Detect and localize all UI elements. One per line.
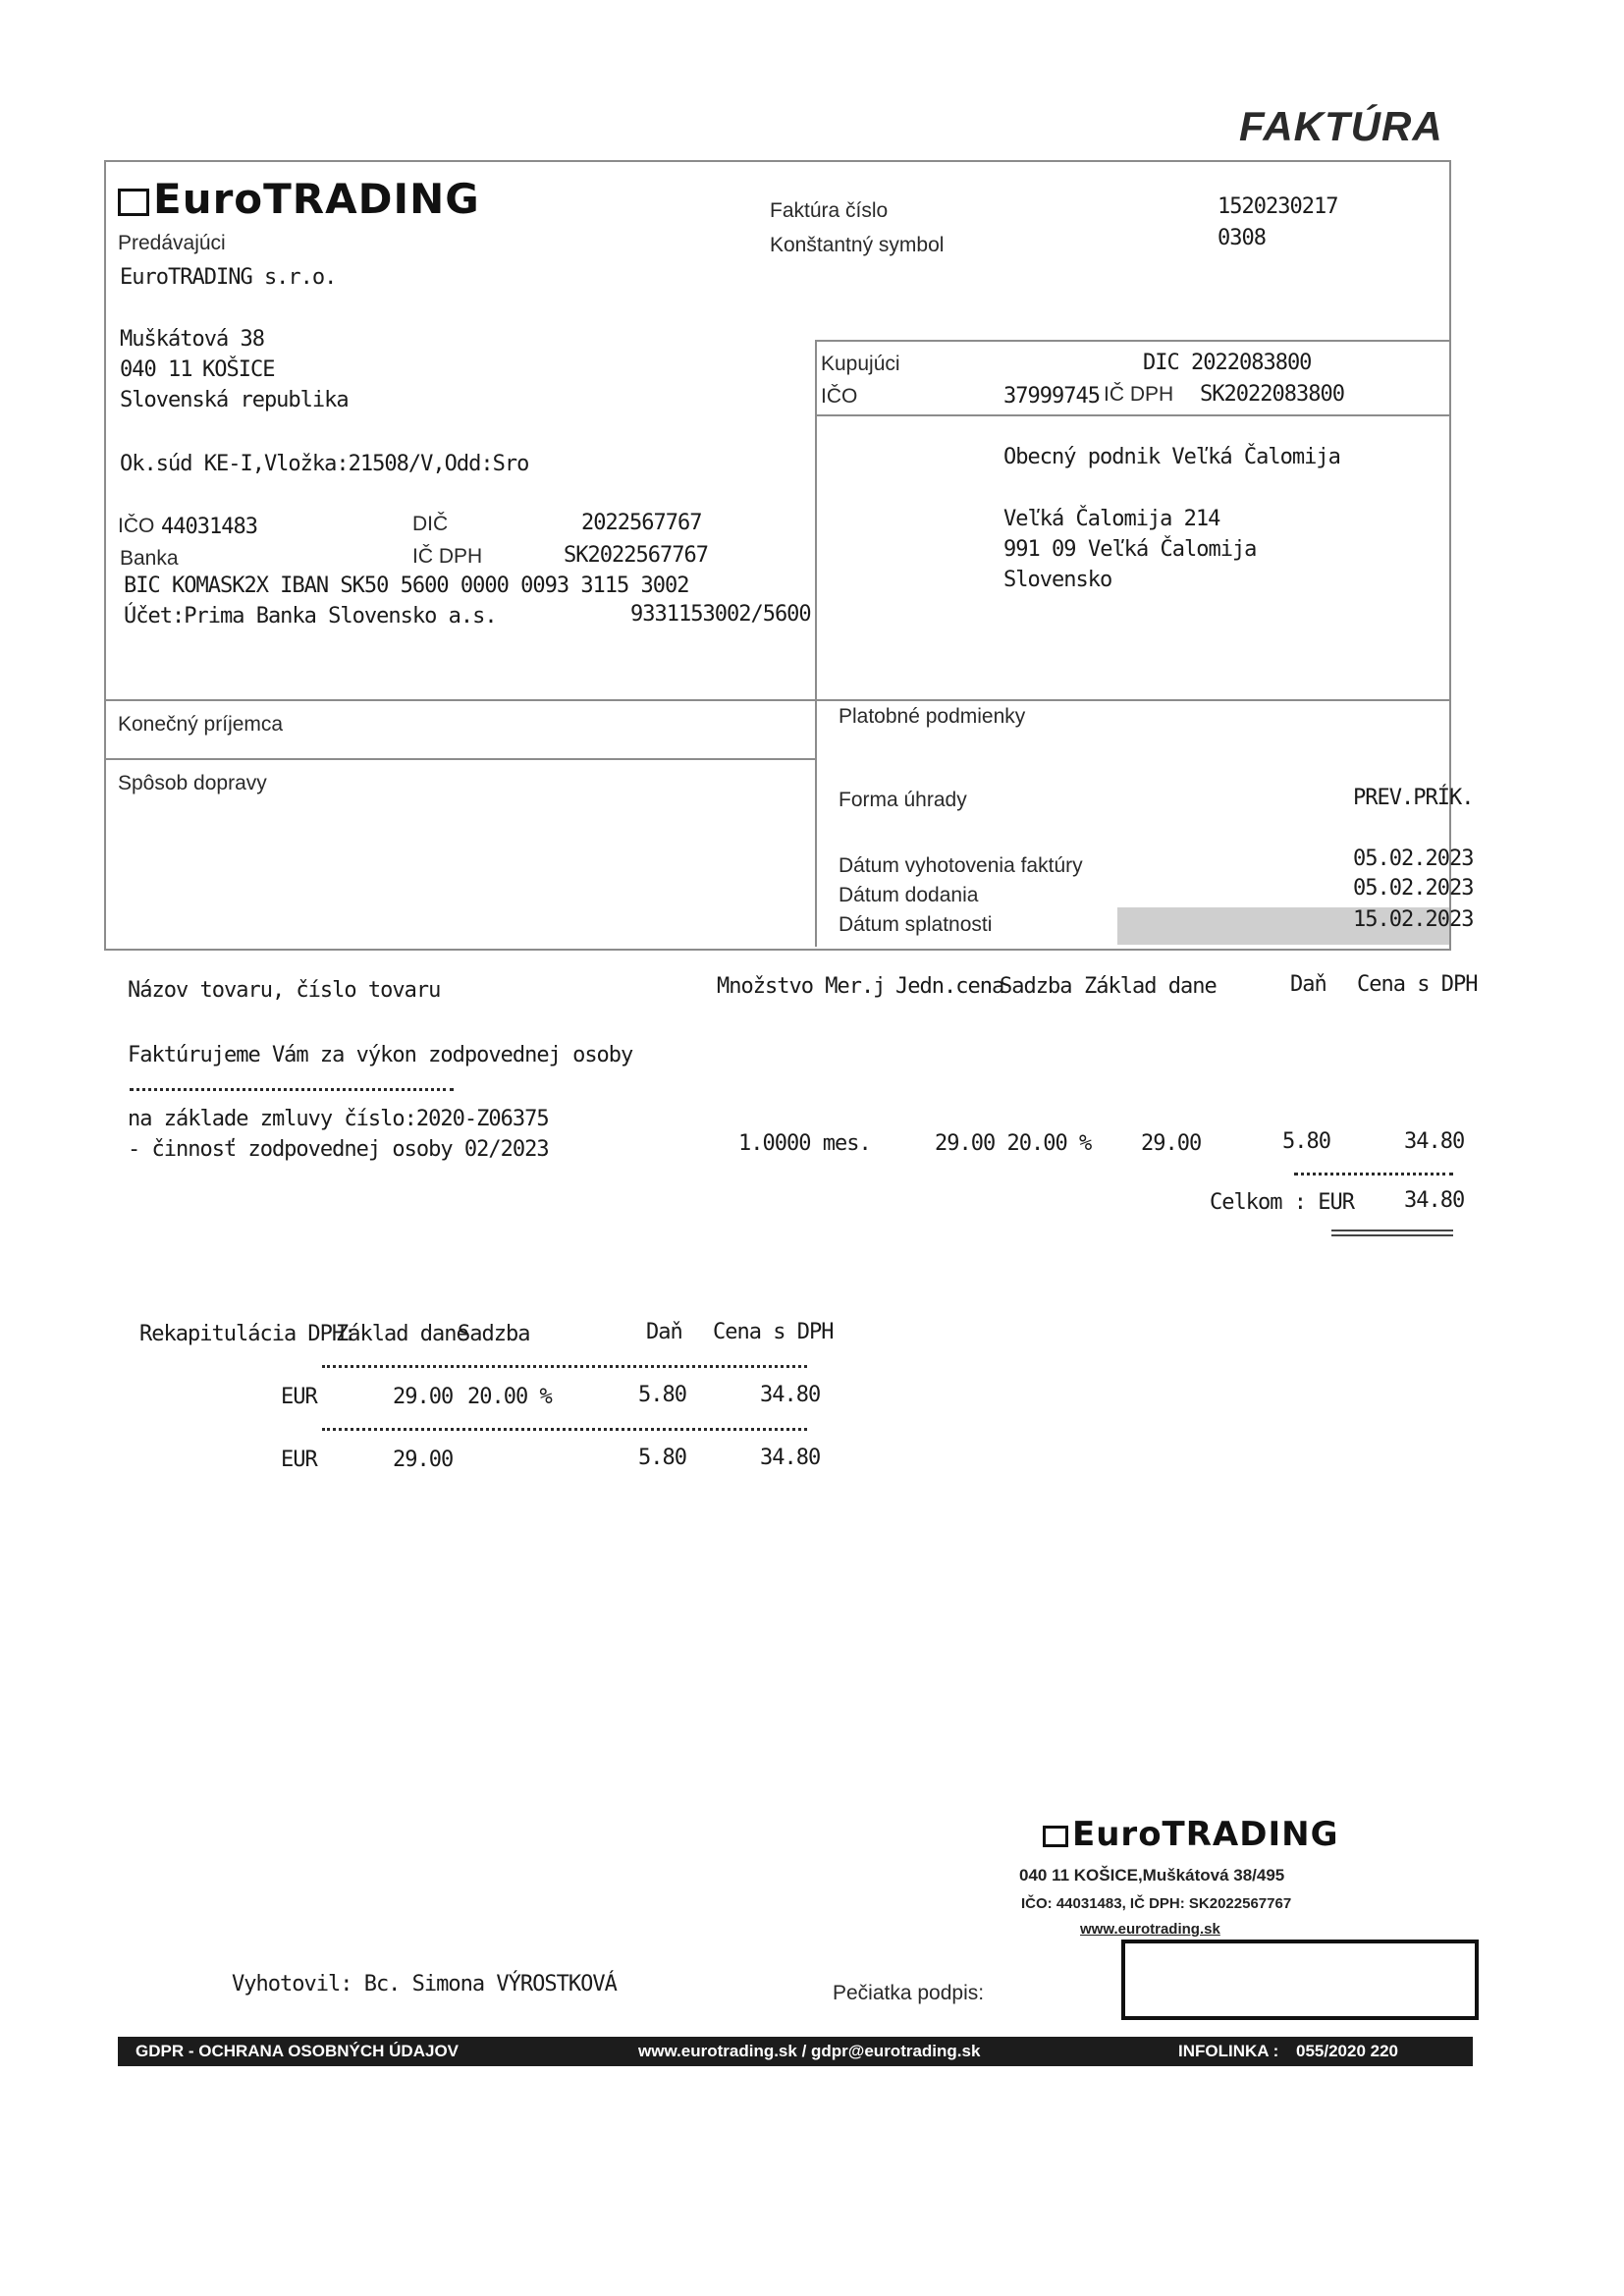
frame-left-line <box>104 160 106 951</box>
delivery-date: 05.02.2023 <box>1353 876 1474 901</box>
vat-row2-currency: EUR <box>281 1448 317 1472</box>
buyer-label: Kupujúci <box>821 353 900 375</box>
logo-mark-icon <box>118 189 149 216</box>
buyer-box-top-line <box>815 340 1451 342</box>
buyer-name: Obecný podnik Veľká Čalomija <box>1003 445 1340 469</box>
seller-ico-label: IČO <box>118 515 155 537</box>
seller-account-bank: Účet:Prima Banka Slovensko a.s. <box>124 604 497 629</box>
seller-box-bottom-line <box>106 699 1451 701</box>
footer-bar <box>118 2037 1473 2066</box>
vat-row2-base: 29.00 <box>393 1448 454 1472</box>
seller-label: Predávajúci <box>118 232 226 254</box>
invoice-number: 1520230217 <box>1218 194 1338 219</box>
item-total: 34.80 <box>1404 1129 1465 1154</box>
vat-header-total: Cena s DPH <box>713 1320 834 1344</box>
seller-bic-iban: BIC KOMASK2X IBAN SK50 5600 0000 0093 3115 3002 <box>124 574 689 598</box>
seller-account-number: 9331153002/5600 <box>630 602 811 627</box>
redacted-signature-box <box>1121 1940 1479 2020</box>
col-header-name: Názov tovaru, číslo tovaru <box>128 978 441 1003</box>
seller-country: Slovenská republika <box>120 388 349 412</box>
stamp-address: 040 11 KOŠICE,Muškátová 38/495 <box>1019 1866 1285 1885</box>
footer-gdpr: GDPR - OCHRANA OSOBNÝCH ÚDAJOV <box>135 2042 460 2060</box>
seller-logo <box>118 175 480 223</box>
footer-infoline: 055/2020 220 <box>1296 2042 1398 2060</box>
col-header-unit-price: Jedn.cena <box>895 974 1004 999</box>
seller-dic-label: DIČ <box>412 513 449 535</box>
vat-row2-tax: 5.80 <box>638 1446 686 1470</box>
seller-zip: 040 11 <box>120 357 192 382</box>
item-unit-price-rate: 29.00 20.00 % <box>935 1131 1092 1156</box>
seller-ic-dph: SK2022567767 <box>564 543 708 568</box>
buyer-zip: 991 09 <box>1003 537 1076 562</box>
vat-recap-label: Rekapitulácia DPH: <box>139 1322 356 1346</box>
item-intro-underline <box>130 1088 454 1091</box>
vat-row-separator <box>322 1428 807 1431</box>
frame-middle-line <box>815 342 817 947</box>
buyer-dic: DIC 2022083800 <box>1143 351 1312 375</box>
seller-city: KOŠICE <box>202 357 275 382</box>
item-tax: 5.80 <box>1282 1129 1330 1154</box>
final-recipient-label: Konečný príjemca <box>118 713 284 736</box>
issue-date: 05.02.2023 <box>1353 847 1474 871</box>
recipient-box-bottom-line <box>106 758 817 760</box>
items-sum-value: 34.80 <box>1404 1188 1465 1213</box>
footer-web: www.eurotrading.sk / gdpr@eurotrading.sk <box>638 2042 981 2060</box>
invoice-number-label: Faktúra číslo <box>770 199 889 222</box>
vat-header-base: Základ dane <box>336 1322 468 1346</box>
seller-street: Muškátová 38 <box>120 327 264 352</box>
payment-terms-label: Platobné podmienky <box>839 705 1026 728</box>
stamp-logo-mark-icon <box>1043 1826 1068 1847</box>
seller-ico: 44031483 <box>161 515 257 539</box>
buyer-city: Veľká Čalomija <box>1088 537 1257 562</box>
delivery-date-label: Dátum dodania <box>839 884 979 906</box>
items-sum-label: Celkom : EUR <box>1210 1190 1354 1215</box>
col-header-total: Cena s DPH <box>1357 972 1478 997</box>
buyer-ic-dph: SK2022083800 <box>1200 382 1344 407</box>
document-title: FAKTÚRA <box>1239 103 1443 149</box>
seller-logo-text: EuroTRADING <box>153 175 480 223</box>
constant-symbol: 0308 <box>1218 226 1266 250</box>
buyer-country: Slovensko <box>1003 568 1112 592</box>
stamp-signature-label: Pečiatka podpis: <box>833 1982 985 2004</box>
payment-form-label: Forma úhrady <box>839 789 967 811</box>
vat-row2-total: 34.80 <box>760 1446 821 1470</box>
buyer-box-divider-line <box>815 414 1451 416</box>
stamp-web: www.eurotrading.sk <box>1080 1921 1220 1938</box>
vat-row1-currency: EUR <box>281 1385 317 1409</box>
header-box-bottom-line <box>106 949 1451 951</box>
buyer-street: Veľká Čalomija 214 <box>1003 507 1220 531</box>
vat-row1-total: 34.80 <box>760 1383 821 1407</box>
seller-dic: 2022567767 <box>581 511 702 535</box>
constant-symbol-label: Konštantný symbol <box>770 234 945 256</box>
due-date-label: Dátum splatnosti <box>839 913 993 936</box>
vat-row1-base: 29.00 <box>393 1385 454 1409</box>
vat-header-separator <box>322 1365 807 1368</box>
vat-row1-rate: 20.00 % <box>467 1385 552 1409</box>
seller-ic-dph-label: IČ DPH <box>412 545 483 568</box>
transport-label: Spôsob dopravy <box>118 772 267 794</box>
col-header-base: Základ dane <box>1084 974 1217 999</box>
item-base: 29.00 <box>1141 1131 1202 1156</box>
stamp-logo-text: EuroTRADING <box>1072 1815 1339 1854</box>
prepared-by: Vyhotovil: Bc. Simona VÝROSTKOVÁ <box>232 1972 617 1996</box>
frame-top-line <box>106 160 1451 162</box>
col-header-rate: Sadzba <box>1000 974 1072 999</box>
vat-header-tax: Daň <box>646 1320 682 1344</box>
stamp-ids: IČO: 44031483, IČ DPH: SK2022567767 <box>1021 1895 1292 1912</box>
seller-name: EuroTRADING s.r.o. <box>120 265 337 290</box>
buyer-ico: 37999745 <box>1003 384 1100 409</box>
col-header-qty-unit: Množstvo Mer.j <box>717 974 886 999</box>
due-date: 15.02.2023 <box>1353 907 1474 932</box>
item-intro-line: Faktúrujeme Vám za výkon zodpovednej osoby <box>128 1043 633 1067</box>
vat-header-rate: Sadzba <box>458 1322 530 1346</box>
payment-form: PREV.PRÍK. <box>1353 786 1474 810</box>
stamp-logo <box>1043 1815 1338 1854</box>
buyer-ic-dph-label: IČ DPH <box>1104 383 1174 406</box>
col-header-tax: Daň <box>1290 972 1326 997</box>
seller-bank-label: Banka <box>120 547 179 570</box>
seller-registry: Ok.súd KE-I,Vložka:21508/V,Odd:Sro <box>120 452 529 476</box>
item-qty-unit: 1.0000 mes. <box>738 1131 871 1156</box>
vat-row1-tax: 5.80 <box>638 1383 686 1407</box>
items-sum-double-underline <box>1331 1230 1453 1236</box>
frame-right-line <box>1449 160 1451 951</box>
issue-date-label: Dátum vyhotovenia faktúry <box>839 854 1083 877</box>
item-activity-line: - činnosť zodpovednej osoby 02/2023 <box>128 1137 549 1162</box>
item-contract-line: na základe zmluvy číslo:2020-Z06375 <box>128 1107 549 1131</box>
item-sum-separator <box>1294 1173 1453 1175</box>
buyer-ico-label: IČO <box>821 385 858 408</box>
footer-infoline-label: INFOLINKA : <box>1178 2042 1279 2060</box>
